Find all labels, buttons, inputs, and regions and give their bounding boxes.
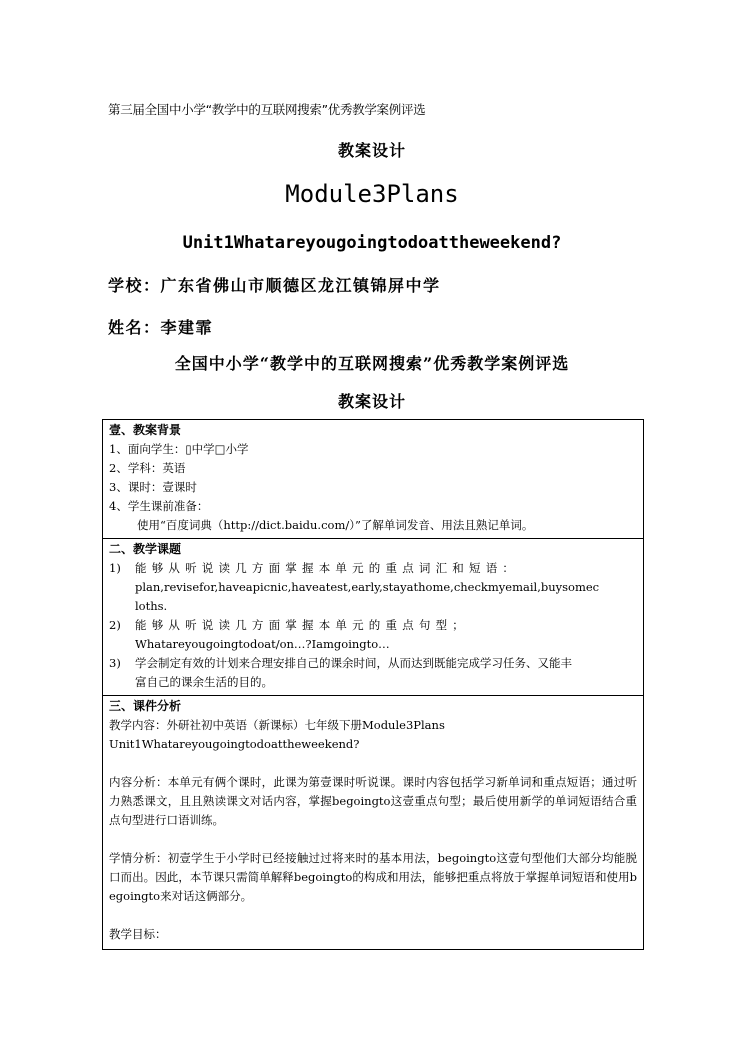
teaching-goals: 教学目标： bbox=[109, 927, 167, 941]
author-line: 姓名：李建霏 bbox=[108, 318, 214, 337]
item-text: 能够从听说读几方面掌握本单元的重点句型； bbox=[135, 618, 469, 632]
section-title: 二、教学课题 bbox=[109, 542, 182, 556]
section-title: 壹、教案背景 bbox=[109, 423, 182, 437]
section-background bbox=[103, 420, 643, 539]
doc-title-2: 教案设计 bbox=[337, 392, 406, 411]
doc-title: 教案设计 bbox=[337, 141, 406, 160]
unit-title: Unit1Whatareyougoingtodoattheweekend? bbox=[182, 233, 562, 253]
list-item bbox=[109, 559, 637, 616]
list-item: 4、学生课前准备： bbox=[109, 499, 209, 513]
item-number: 1) bbox=[109, 561, 121, 575]
header-note: 第三届全国中小学“教学中的互联网搜索”优秀教学案例评选 bbox=[108, 102, 426, 117]
learner-analysis: 学情分析：初壹学生于小学时已经接触过过将来时的基本用法，begoingto这壹句型他们大部分均能脱口而出。因此，本节课只需简单解释begoingto的构成和用法，能够把重点将放于掌握单词短语和使用begoingto来对话这俩部分。 bbox=[109, 851, 637, 903]
content-line: Unit1Whatareyougoingtodoattheweekend? bbox=[109, 737, 360, 751]
item-text: Whatareyougoingtodoat/on…?Iamgoingto… bbox=[135, 637, 390, 651]
contest-title: 全国中小学“教学中的互联网搜索”优秀教学案例评选 bbox=[174, 354, 570, 373]
prep-text: 使用“百度词典（http://dict.baidu.com/）”了解单词发音、用法且熟记单词。 bbox=[137, 518, 534, 532]
section-analysis bbox=[103, 696, 643, 947]
item-text: plan,revisefor,haveapicnic,haveatest,early,stayathome,checkmyemail,buysomec bbox=[135, 580, 600, 594]
section-topics bbox=[103, 539, 643, 696]
item-text: loths. bbox=[135, 599, 168, 613]
section-title: 三、课件分析 bbox=[109, 699, 182, 713]
school-line: 学校：广东省佛山市顺德区龙江镇锦屏中学 bbox=[108, 276, 441, 295]
content-line: 教学内容：外研社初中英语（新课标）七年级下册Module3Plans bbox=[109, 718, 445, 732]
lesson-plan-table bbox=[102, 419, 644, 950]
list-item: 1、面向学生：▯中学□小学 bbox=[109, 442, 249, 456]
item-text: 学会制定有效的计划来合理安排自己的课余时间，从而达到既能完成学习任务、又能丰 bbox=[135, 656, 572, 670]
item-text: 能够从听说读几方面掌握本单元的重点词汇和短语： bbox=[135, 561, 520, 575]
item-number: 3) bbox=[109, 656, 121, 670]
module-title: Module3Plans bbox=[285, 180, 459, 208]
content-analysis: 内容分析：本单元有俩个课时，此课为第壹课时听说课。课时内容包括学习新单词和重点短语；通过听力熟悉课文，且且熟读课文对话内容，掌握begoingto这壹重点句型；最后使用新学的单词短语结合重点句型进行口语训练。 bbox=[109, 775, 637, 827]
list-item: 3、课时：壹课时 bbox=[109, 480, 197, 494]
list-item bbox=[109, 616, 637, 654]
list-item bbox=[109, 654, 637, 692]
list-item: 2、学科：英语 bbox=[109, 461, 186, 475]
item-number: 2) bbox=[109, 618, 121, 632]
item-text: 富自己的课余生活的目的。 bbox=[135, 675, 273, 689]
